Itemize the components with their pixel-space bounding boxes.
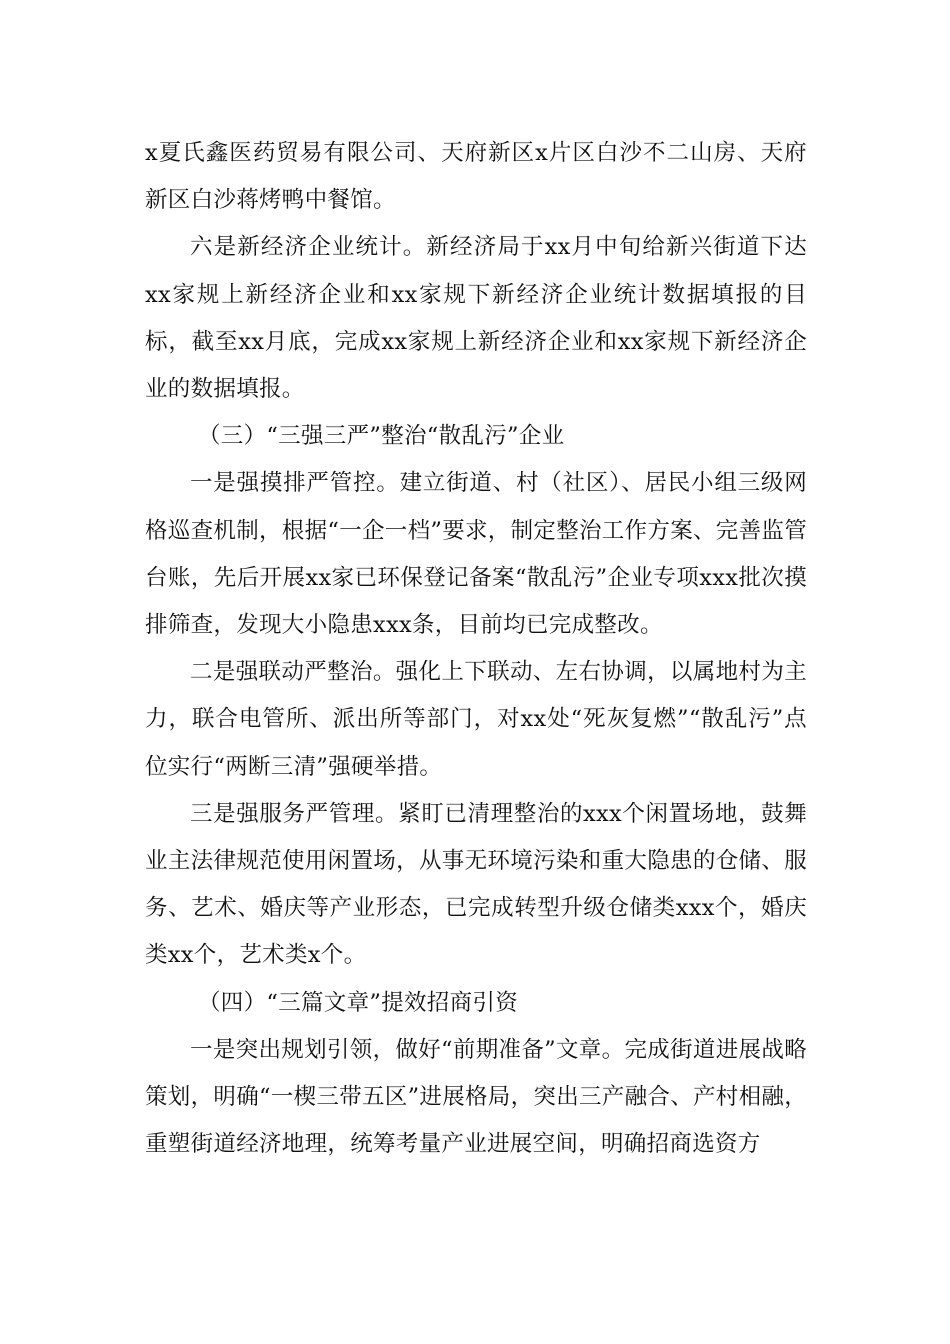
paragraph-service-management: 三是强服务严管理。紧盯已清理整治的xxx个闲置场地，鼓舞业主法律规范使用闲置场，从事无环境污染和重大隐患的仓储、服务、艺术、婚庆等产业形态，已完成转型升级仓储类xxx个，婚庆类xx个，艺术类x个。 [145,800,807,969]
section-heading-four: （四）“三篇文章”提效招商引资 [198,989,519,1016]
paragraph-planning-guidance: 一是突出规划引领，做好“前期准备”文章。完成街道进展战略策划，明确“一楔三带五区”进展格局，突出三产融合、产村相融，重塑街道经济地理，统筹考量产业进展空间，明确招商选资方 [145,1036,808,1158]
document-body [145,130,807,1168]
paragraph-new-economy-statistics: 六是新经济企业统计。新经济局于xx月中旬给新兴街道下达xx家规上新经济企业和xx家规下新经济企业统计数据填报的目标，截至xx月底，完成xx家规上新经济企业和xx家规下新经济企业的数据填报。 [145,234,807,403]
paragraph-linkage-rectification: 二是强联动严整治。强化上下联动、左右协调，以属地村为主力，联合电管所、派出所等部门，对xx处“死灰复燃”“散乱污”点位实行“两断三清”强硬举措。 [145,659,807,780]
paragraph-inspection-control: 一是强摸排严管控。建立街道、村（社区）、居民小组三级网格巡查机制，根据“一企一档”要求，制定整治工作方案、完善监管台账，先后开展xx家已环保登记备案“散乱污”企业专项xxx批次摸排筛查，发现大小隐患xxx条，目前均已完成整改。 [145,470,808,639]
paragraph-continuation: x夏氏鑫医药贸易有限公司、天府新区x片区白沙不二山房、天府新区白沙蒋烤鸭中餐馆。 [145,140,807,214]
section-heading-three: （三）“三强三严”整治“散乱污”企业 [198,423,565,450]
